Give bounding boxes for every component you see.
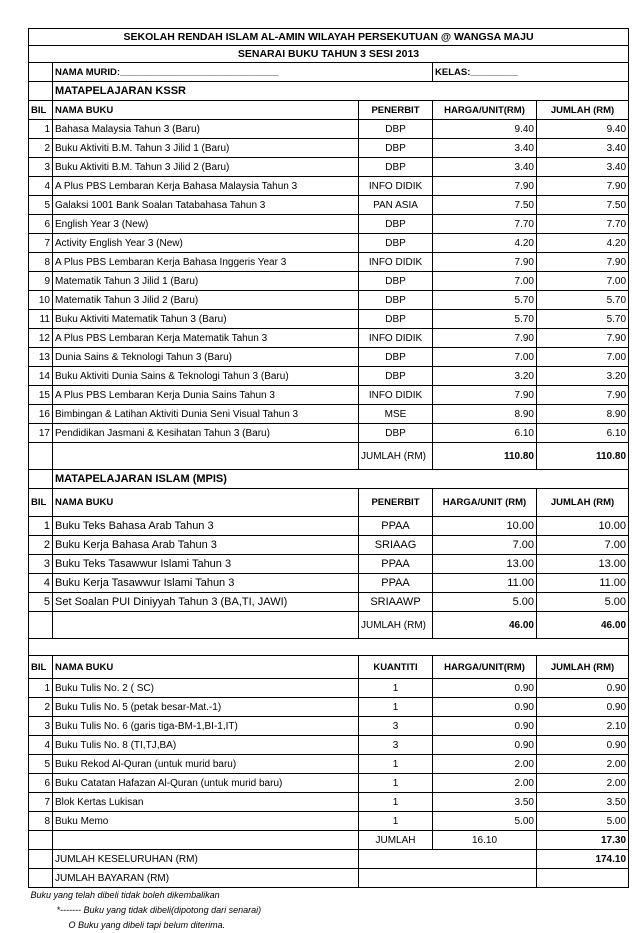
row-kuantiti: 1 <box>359 774 433 793</box>
other-total-jumlah: 17.30 <box>537 831 629 850</box>
row-kuantiti: 1 <box>359 812 433 831</box>
row-harga: 7.00 <box>433 348 537 367</box>
row-jumlah: 13.00 <box>537 555 629 574</box>
row-nama-buku: Buku Kerja Bahasa Arab Tahun 3 <box>53 536 359 555</box>
row-penerbit: DBP <box>359 310 433 329</box>
row-harga: 3.20 <box>433 367 537 386</box>
class-field: KELAS:_________ <box>433 63 629 82</box>
col-nama-buku: NAMA BUKU <box>53 656 359 679</box>
row-penerbit: SRIAAWP <box>359 593 433 612</box>
row-jumlah: 5.70 <box>537 291 629 310</box>
row-penerbit: PPAA <box>359 555 433 574</box>
section-title-kssr: MATAPELAJARAN KSSR <box>53 82 629 101</box>
row-bil: 4 <box>29 177 53 196</box>
row-nama-buku: Pendidikan Jasmani & Kesihatan Tahun 3 (Baru) <box>53 424 359 443</box>
table-row <box>29 424 629 443</box>
row-kuantiti: 3 <box>359 717 433 736</box>
row-nama-buku: Buku Teks Bahasa Arab Tahun 3 <box>53 517 359 536</box>
col-jumlah: JUMLAH (RM) <box>537 656 629 679</box>
row-harga: 3.50 <box>433 793 537 812</box>
row-harga: 5.00 <box>433 812 537 831</box>
row-harga: 7.90 <box>433 329 537 348</box>
kssr-total-label: JUMLAH (RM) <box>359 443 433 470</box>
row-bil: 12 <box>29 329 53 348</box>
grand-total-label: JUMLAH KESELURUHAN (RM) <box>53 850 359 869</box>
row-harga: 5.00 <box>433 593 537 612</box>
row-jumlah: 7.00 <box>537 272 629 291</box>
row-nama-buku: Dunia Sains & Teknologi Tahun 3 (Baru) <box>53 348 359 367</box>
row-penerbit: PPAA <box>359 517 433 536</box>
row-harga: 4.20 <box>433 234 537 253</box>
row-nama-buku: English Year 3 (New) <box>53 215 359 234</box>
row-nama-buku: Buku Tulis No. 2 ( SC) <box>53 679 359 698</box>
row-jumlah: 2.10 <box>537 717 629 736</box>
kssr-total-jumlah: 110.80 <box>537 443 629 470</box>
row-jumlah: 9.40 <box>537 120 629 139</box>
row-jumlah: 10.00 <box>537 517 629 536</box>
row-jumlah: 6.10 <box>537 424 629 443</box>
row-harga: 10.00 <box>433 517 537 536</box>
row-harga: 8.90 <box>433 405 537 424</box>
row-penerbit: DBP <box>359 272 433 291</box>
row-nama-buku: Buku Aktiviti Dunia Sains & Teknologi Tahun 3 (Baru) <box>53 367 359 386</box>
row-jumlah: 3.20 <box>537 367 629 386</box>
row-nama-buku: Matematik Tahun 3 Jilid 2 (Baru) <box>53 291 359 310</box>
row-jumlah: 7.90 <box>537 253 629 272</box>
table-row <box>29 698 629 717</box>
table-row <box>29 755 629 774</box>
row-harga: 13.00 <box>433 555 537 574</box>
table-row <box>29 291 629 310</box>
row-jumlah: 3.40 <box>537 158 629 177</box>
col-bil: BIL <box>29 101 53 120</box>
row-harga: 9.40 <box>433 120 537 139</box>
row-kuantiti: 1 <box>359 755 433 774</box>
row-jumlah: 2.00 <box>537 755 629 774</box>
row-jumlah: 0.90 <box>537 736 629 755</box>
kssr-rows <box>29 120 629 443</box>
book-list-table <box>28 28 629 933</box>
row-jumlah: 8.90 <box>537 405 629 424</box>
row-bil: 8 <box>29 812 53 831</box>
row-nama-buku: Buku Aktiviti B.M. Tahun 3 Jilid 1 (Baru) <box>53 139 359 158</box>
row-harga: 6.10 <box>433 424 537 443</box>
row-jumlah: 0.90 <box>537 679 629 698</box>
payment-total-label: JUMLAH BAYARAN (RM) <box>53 869 359 888</box>
row-jumlah: 7.50 <box>537 196 629 215</box>
row-bil: 4 <box>29 574 53 593</box>
row-nama-buku: Buku Catatan Hafazan Al-Quran (untuk murid baru) <box>53 774 359 793</box>
table-row <box>29 215 629 234</box>
row-bil: 5 <box>29 755 53 774</box>
row-harga: 7.00 <box>433 536 537 555</box>
row-penerbit: INFO DIDIK <box>359 329 433 348</box>
row-bil: 8 <box>29 253 53 272</box>
mpis-total-harga: 46.00 <box>433 612 537 639</box>
col-jumlah: JUMLAH (RM) <box>537 101 629 120</box>
row-jumlah: 7.00 <box>537 348 629 367</box>
book-list-sheet <box>28 28 628 933</box>
table-row <box>29 536 629 555</box>
row-jumlah: 7.90 <box>537 386 629 405</box>
row-jumlah: 5.00 <box>537 593 629 612</box>
row-penerbit: INFO DIDIK <box>359 386 433 405</box>
row-jumlah: 5.70 <box>537 310 629 329</box>
note-line-1: Buku yang telah dibeli tidak boleh dikembalikan <box>30 890 220 900</box>
student-name-field: NAMA MURID:______________________________ <box>53 63 433 82</box>
table-row <box>29 717 629 736</box>
col-nama-buku: NAMA BUKU <box>53 101 359 120</box>
other-total-label: JUMLAH <box>359 831 433 850</box>
row-jumlah: 4.20 <box>537 234 629 253</box>
table-row <box>29 593 629 612</box>
row-nama-buku: A Plus PBS Lembaran Kerja Bahasa Inggeris Year 3 <box>53 253 359 272</box>
row-bil: 6 <box>29 215 53 234</box>
row-harga: 7.70 <box>433 215 537 234</box>
col-bil: BIL <box>29 656 53 679</box>
row-harga: 2.00 <box>433 755 537 774</box>
grand-total-value: 174.10 <box>537 850 629 869</box>
row-bil: 13 <box>29 348 53 367</box>
table-row <box>29 329 629 348</box>
row-penerbit: DBP <box>359 139 433 158</box>
row-nama-buku: Buku Tulis No. 8 (TI,TJ,BA) <box>53 736 359 755</box>
table-row <box>29 367 629 386</box>
row-kuantiti: 1 <box>359 698 433 717</box>
row-bil: 16 <box>29 405 53 424</box>
row-bil: 2 <box>29 698 53 717</box>
col-nama-buku: NAMA BUKU <box>53 489 359 517</box>
row-nama-buku: Bahasa Malaysia Tahun 3 (Baru) <box>53 120 359 139</box>
table-row <box>29 310 629 329</box>
row-bil: 4 <box>29 736 53 755</box>
row-bil: 5 <box>29 593 53 612</box>
row-jumlah: 3.50 <box>537 793 629 812</box>
row-harga: 0.90 <box>433 717 537 736</box>
row-penerbit: INFO DIDIK <box>359 253 433 272</box>
row-nama-buku: A Plus PBS Lembaran Kerja Dunia Sains Tahun 3 <box>53 386 359 405</box>
row-harga: 0.90 <box>433 679 537 698</box>
row-harga: 7.90 <box>433 177 537 196</box>
col-kuantiti: KUANTITI <box>359 656 433 679</box>
row-jumlah: 7.00 <box>537 536 629 555</box>
row-nama-buku: Buku Aktiviti B.M. Tahun 3 Jilid 2 (Baru) <box>53 158 359 177</box>
row-nama-buku: Buku Aktiviti Matematik Tahun 3 (Baru) <box>53 310 359 329</box>
row-jumlah: 5.00 <box>537 812 629 831</box>
table-row <box>29 574 629 593</box>
note-line-3: O Buku yang dibeli tapi belum diterima. <box>68 920 226 930</box>
table-row <box>29 139 629 158</box>
other-rows <box>29 679 629 831</box>
mpis-total-label: JUMLAH (RM) <box>359 612 433 639</box>
row-bil: 3 <box>29 717 53 736</box>
table-row <box>29 679 629 698</box>
row-penerbit: DBP <box>359 215 433 234</box>
row-harga: 0.90 <box>433 736 537 755</box>
row-jumlah: 7.70 <box>537 215 629 234</box>
row-bil: 5 <box>29 196 53 215</box>
row-nama-buku: Buku Tulis No. 6 (garis tiga-BM-1,BI-1,IT) <box>53 717 359 736</box>
row-nama-buku: Activity English Year 3 (New) <box>53 234 359 253</box>
row-nama-buku: Blok Kertas Lukisan <box>53 793 359 812</box>
row-bil: 15 <box>29 386 53 405</box>
table-row <box>29 774 629 793</box>
row-penerbit: DBP <box>359 424 433 443</box>
table-row <box>29 253 629 272</box>
row-nama-buku: Bimbingan & Latihan Aktiviti Dunia Seni Visual Tahun 3 <box>53 405 359 424</box>
row-jumlah: 0.90 <box>537 698 629 717</box>
row-kuantiti: 1 <box>359 679 433 698</box>
row-penerbit: PPAA <box>359 574 433 593</box>
row-bil: 9 <box>29 272 53 291</box>
row-harga: 7.50 <box>433 196 537 215</box>
table-row <box>29 517 629 536</box>
row-jumlah: 7.90 <box>537 329 629 348</box>
row-bil: 1 <box>29 679 53 698</box>
row-penerbit: DBP <box>359 234 433 253</box>
row-nama-buku: Buku Tulis No. 5 (petak besar-Mat.-1) <box>53 698 359 717</box>
row-bil: 10 <box>29 291 53 310</box>
row-bil: 2 <box>29 139 53 158</box>
kssr-total-harga: 110.80 <box>433 443 537 470</box>
mpis-total-jumlah: 46.00 <box>537 612 629 639</box>
table-row <box>29 405 629 424</box>
row-jumlah: 11.00 <box>537 574 629 593</box>
school-title: SEKOLAH RENDAH ISLAM AL-AMIN WILAYAH PERSEKUTUAN @ WANGSA MAJU <box>29 29 629 46</box>
col-penerbit: PENERBIT <box>359 489 433 517</box>
table-row <box>29 736 629 755</box>
row-nama-buku: Matematik Tahun 3 Jilid 1 (Baru) <box>53 272 359 291</box>
col-harga: HARGA/UNIT(RM) <box>433 101 537 120</box>
col-harga: HARGA/UNIT (RM) <box>433 489 537 517</box>
row-bil: 1 <box>29 517 53 536</box>
mpis-rows <box>29 517 629 612</box>
table-row <box>29 196 629 215</box>
col-jumlah: JUMLAH (RM) <box>537 489 629 517</box>
row-penerbit: INFO DIDIK <box>359 177 433 196</box>
table-row <box>29 812 629 831</box>
row-penerbit: DBP <box>359 291 433 310</box>
table-row <box>29 120 629 139</box>
row-harga: 5.70 <box>433 310 537 329</box>
row-harga: 11.00 <box>433 574 537 593</box>
row-bil: 14 <box>29 367 53 386</box>
row-bil: 6 <box>29 774 53 793</box>
row-harga: 3.40 <box>433 158 537 177</box>
row-penerbit: PAN ASIA <box>359 196 433 215</box>
row-bil: 11 <box>29 310 53 329</box>
other-total-harga: 16.10 <box>433 831 537 850</box>
table-row <box>29 158 629 177</box>
row-harga: 3.40 <box>433 139 537 158</box>
table-row <box>29 272 629 291</box>
row-penerbit: DBP <box>359 348 433 367</box>
row-jumlah: 7.90 <box>537 177 629 196</box>
row-jumlah: 3.40 <box>537 139 629 158</box>
table-row <box>29 348 629 367</box>
row-penerbit: DBP <box>359 367 433 386</box>
list-title: SENARAI BUKU TAHUN 3 SESI 2013 <box>29 46 629 63</box>
row-harga: 5.70 <box>433 291 537 310</box>
row-kuantiti: 3 <box>359 736 433 755</box>
row-bil: 3 <box>29 158 53 177</box>
row-harga: 7.00 <box>433 272 537 291</box>
col-harga: HARGA/UNIT(RM) <box>433 656 537 679</box>
row-bil: 3 <box>29 555 53 574</box>
table-row <box>29 555 629 574</box>
row-nama-buku: Buku Kerja Tasawwur Islami Tahun 3 <box>53 574 359 593</box>
table-row <box>29 386 629 405</box>
row-nama-buku: A Plus PBS Lembaran Kerja Matematik Tahun 3 <box>53 329 359 348</box>
row-jumlah: 2.00 <box>537 774 629 793</box>
section-title-mpis: MATAPELAJARAN ISLAM (MPIS) <box>53 470 629 489</box>
table-row <box>29 177 629 196</box>
row-penerbit: SRIAAG <box>359 536 433 555</box>
row-penerbit: MSE <box>359 405 433 424</box>
row-kuantiti: 1 <box>359 793 433 812</box>
table-row <box>29 793 629 812</box>
row-nama-buku: Buku Rekod Al-Quran (untuk murid baru) <box>53 755 359 774</box>
row-harga: 0.90 <box>433 698 537 717</box>
row-bil: 7 <box>29 793 53 812</box>
row-bil: 1 <box>29 120 53 139</box>
row-bil: 7 <box>29 234 53 253</box>
note-line-2: *------- Buku yang tidak dibeli(dipotong dari senarai) <box>56 905 262 915</box>
row-harga: 2.00 <box>433 774 537 793</box>
row-penerbit: DBP <box>359 158 433 177</box>
row-bil: 17 <box>29 424 53 443</box>
row-nama-buku: Set Soalan PUI Diniyyah Tahun 3 (BA,TI, JAWI) <box>53 593 359 612</box>
col-penerbit: PENERBIT <box>359 101 433 120</box>
col-bil: BIL <box>29 489 53 517</box>
row-bil: 2 <box>29 536 53 555</box>
row-nama-buku: A Plus PBS Lembaran Kerja Bahasa Malaysia Tahun 3 <box>53 177 359 196</box>
row-nama-buku: Buku Teks Tasawwur Islami Tahun 3 <box>53 555 359 574</box>
row-nama-buku: Galaksi 1001 Bank Soalan Tatabahasa Tahun 3 <box>53 196 359 215</box>
table-row <box>29 234 629 253</box>
row-penerbit: DBP <box>359 120 433 139</box>
row-nama-buku: Buku Memo <box>53 812 359 831</box>
row-harga: 7.90 <box>433 386 537 405</box>
row-harga: 7.90 <box>433 253 537 272</box>
